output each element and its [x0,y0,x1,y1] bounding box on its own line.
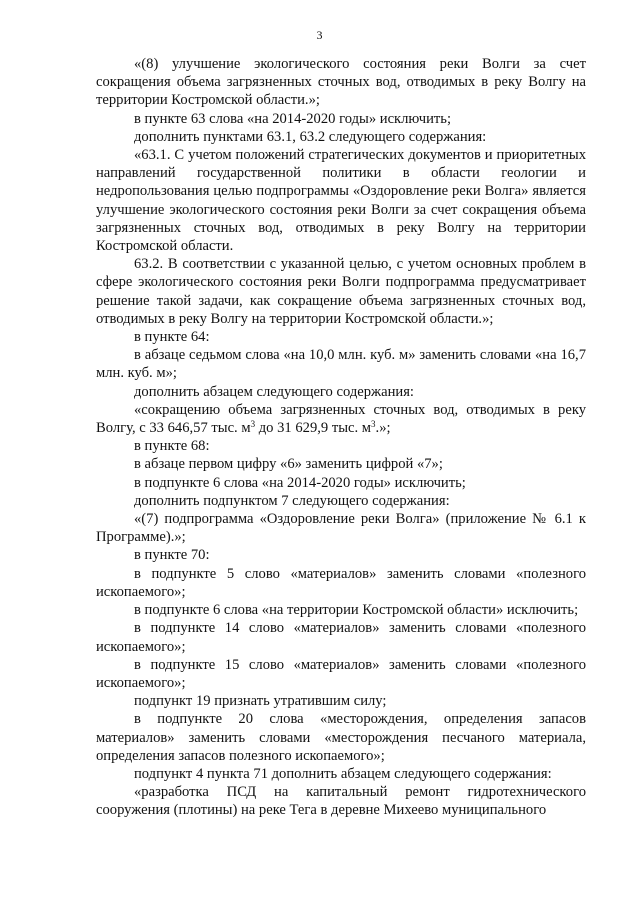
paragraph: в пункте 64: [134,329,210,346]
paragraph: в подпункте 6 слова «на 2014-2020 годы» исключить; [134,474,466,491]
paragraph: в пункте 68: [134,438,210,455]
paragraph: «(7) подпрограмма «Оздоровление реки Волга» (приложение № 6.1 к Программе).»; [96,511,586,546]
paragraph: дополнить подпунктом 7 следующего содержания: [134,492,450,509]
paragraph: «разработка ПСД на капитальный ремонт гидротехнического сооружения (плотины) на реке Тега в деревне Михеево муниципального [96,784,586,819]
paragraph: «63.1. С учетом положений стратегических документов и приоритетных направлений государственной политики в области геологии и недропользования целью подпрограммы «Оздоровление реки Волга» является улучшение экологического состояния реки Волги за счет сокращения объема загрязненных сточных вод, отводимых в реку Волгу на территории Костромской области. [96,147,586,255]
paragraph: в подпункте 20 слова «месторождения, определения запасов материалов» заменить словами «месторождения песчаного материала, определения запасов полезного ископаемого»; [96,711,586,764]
superscript: 3 [250,419,256,430]
paragraph: 63.2. В соответствии с указанной целью, с учетом основных проблем в сфере экологического состояния реки Волги подпрограмма предусматривает решение такой задачи, как сокращение объема загрязненных сточных вод, отводимых в реку Волгу на территории Костромской области.»; [96,256,586,327]
paragraph-with-units [96,401,586,437]
paragraph: подпункт 4 пункта 71 дополнить абзацем следующего содержания: [134,765,552,782]
paragraph: в абзаце первом цифру «6» заменить цифрой «7»; [134,456,443,473]
text-run: до 31 629,9 тыс. м [255,420,372,437]
text-run: «сокращению объема загрязненных сточных вод, отводимых в реку Волгу, с 33 646,57 тыс. м [96,401,586,437]
paragraph: в подпункте 5 слово «материалов» заменить словами «полезного ископаемого»; [96,565,586,600]
paragraph: дополнить пунктами 63.1, 63.2 следующего содержания: [134,128,487,145]
paragraph: в подпункте 6 слова «на территории Костромской области» исключить; [134,602,579,619]
document-body [96,55,586,820]
page-number: 3 [316,28,323,42]
text-run: .»; [375,420,391,437]
paragraph: в пункте 63 слова «на 2014-2020 годы» исключить; [134,110,452,127]
superscript: 3 [371,419,376,430]
paragraph: дополнить абзацем следующего содержания: [134,383,414,400]
paragraph: подпункт 19 признать утратившим силу; [134,693,387,710]
paragraph: в подпункте 15 слово «материалов» заменить словами «полезного ископаемого»; [96,656,586,691]
paragraph: «(8) улучшение экологического состояния реки Волги за счет сокращения объема загрязненных сточных вод, отводимых в реку Волгу на территории Костромской области.»; [96,56,586,109]
paragraph: в подпункте 14 слово «материалов» заменить словами «полезного ископаемого»; [96,620,586,655]
paragraph: в абзаце седьмом слова «на 10,0 млн. куб. м» заменить словами «на 16,7 млн. куб. м»; [96,347,586,382]
paragraph: в пункте 70: [134,547,210,564]
